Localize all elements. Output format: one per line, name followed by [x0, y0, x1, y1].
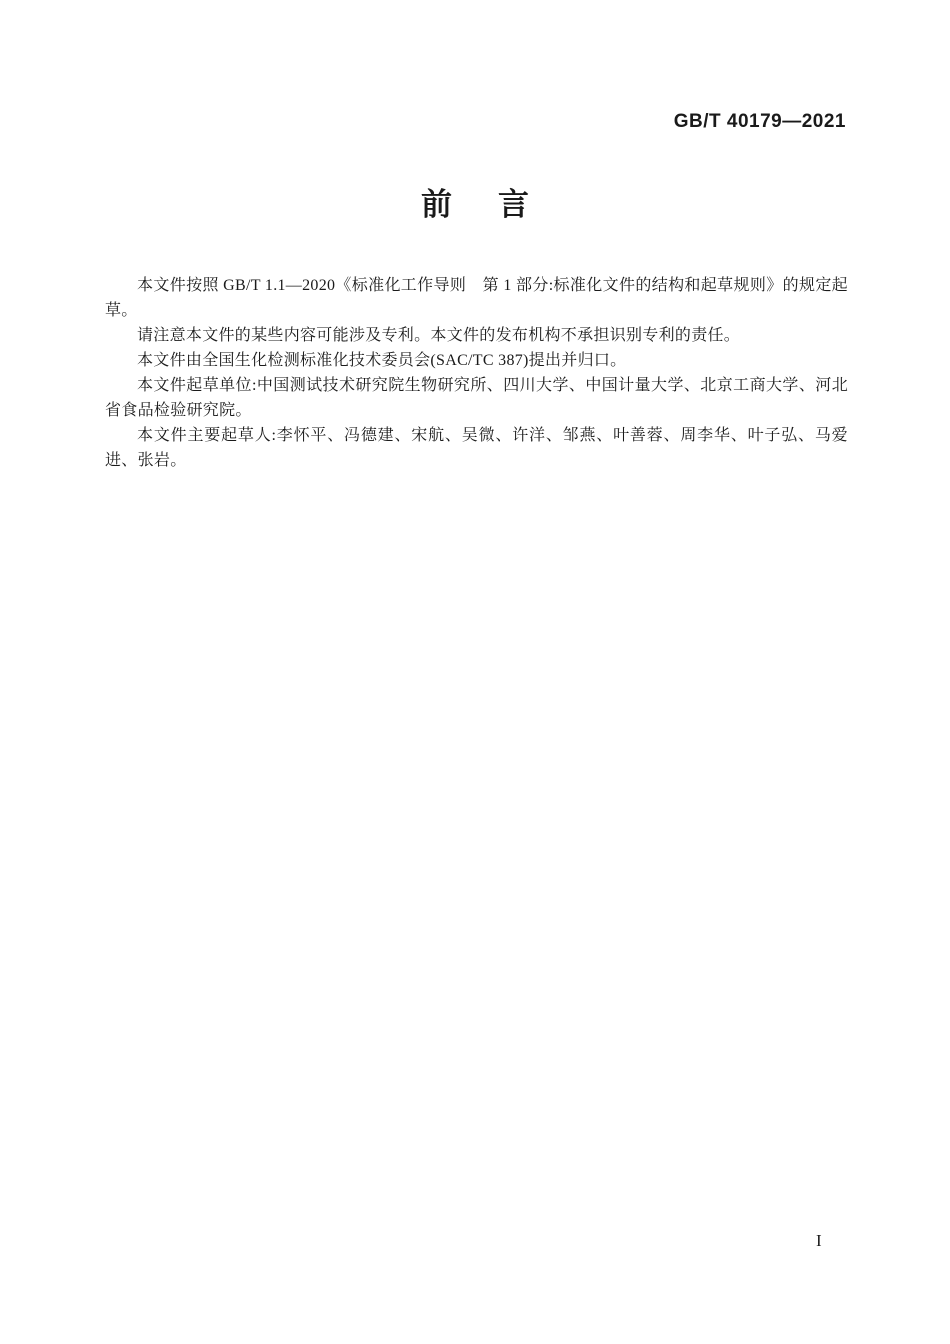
page-number: I	[816, 1231, 822, 1250]
foreword-title-char-1: 前	[421, 187, 452, 222]
foreword-paragraph-drafting-rules: 本文件按照 GB/T 1.1—2020《标准化工作导则 第 1 部分:标准化文件的结构和起草规则》的规定起草。	[105, 277, 848, 319]
foreword-title	[0, 186, 950, 224]
foreword-paragraph-committee: 本文件由全国生化检测标准化技术委员会(SAC/TC 387)提出并归口。	[137, 352, 627, 369]
foreword-paragraph-patent-notice: 请注意本文件的某些内容可能涉及专利。本文件的发布机构不承担识别专利的责任。	[137, 327, 741, 344]
foreword-title-char-2: 言	[498, 187, 529, 222]
standard-number: GB/T 40179—2021	[673, 111, 846, 132]
foreword-paragraph-drafters: 本文件主要起草人:李怀平、冯德建、宋航、吴微、许洋、邹燕、叶善蓉、周李华、叶子弘、马爱进、张岩。	[105, 427, 848, 469]
foreword-paragraph-drafting-organizations: 本文件起草单位:中国测试技术研究院生物研究所、四川大学、中国计量大学、北京工商大学、河北省食品检验研究院。	[105, 377, 848, 419]
foreword-body	[105, 273, 848, 473]
